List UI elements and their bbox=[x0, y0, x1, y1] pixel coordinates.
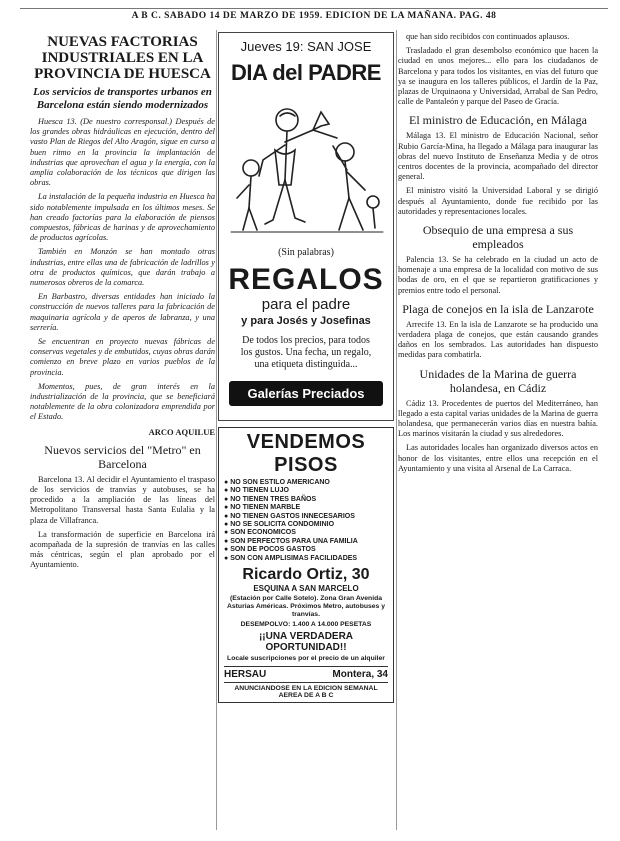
headline-huesca: NUEVAS FACTORIAS INDUSTRIALES EN LA PROVINCIA DE HUESCA bbox=[34, 34, 211, 82]
section-head-obsequio: Obsequio de una empresa a sus empleados bbox=[422, 223, 574, 252]
cartoon-illustration bbox=[225, 90, 387, 245]
pisos-price: DESEMPOLVO: 1.400 A 14.000 PESETAS bbox=[240, 621, 372, 629]
ad-regalos: REGALOS bbox=[228, 263, 384, 296]
pisos-list-item: ● SON PERFECTOS PARA UNA FAMILIA bbox=[224, 538, 388, 546]
header-rule bbox=[20, 4, 608, 9]
article-paragraph: Cádiz 13. Procedentes de puertos del Mediterráneo, han llegado a esta capital varias unidades de la Marina de guerra holandesa, que permanecerán varios días en nuestra bahía. Los marinos visitarán la ciudad y sus alrededores. bbox=[398, 398, 598, 439]
ad-title: DIA del PADRE bbox=[231, 60, 381, 85]
column-rule bbox=[396, 30, 397, 830]
section-head-plaga: Plaga de conejos en la isla de Lanzarote bbox=[402, 301, 594, 316]
pisos-list-item: ● SON DE POCOS GASTOS bbox=[224, 546, 388, 554]
ad-quote: De todos los precios, para todos los gustos. Una fecha, un regalo, una etiqueta distinguida... bbox=[240, 335, 372, 370]
pisos-list-item: ● NO TIENEN TRES BAÑOS bbox=[224, 496, 388, 504]
pisos-corner: ESQUINA A SAN MARCELO bbox=[253, 584, 359, 594]
pisos-list-item: ● SON ECONOMICOS bbox=[224, 529, 388, 537]
ad-date: Jueves 19: SAN JOSE bbox=[240, 39, 372, 54]
section-head-ministro: El ministro de Educación, en Málaga bbox=[409, 113, 587, 128]
article-paragraph: Palencia 13. Se ha celebrado en la ciudad un acto de homenaje a una empresa de la localidad con motivo de sus bodas de oro, en el que se repartieron gratificaciones y premios entre todo el personal. bbox=[398, 255, 598, 295]
pisos-company: HERSAU bbox=[224, 669, 267, 681]
article-paragraph: Trasladado el gran desembolso económico que hacen la ciudad en unos mejores... ello para los ciudadanos de Barcelona y para todos los visitantes, en vías del futuro que ya se inaugura en los talleres públicos, el Jardín de la Paz, plazas de Urquinaona y Universidad, Arrabal de San Pedro, calle de Pantaleón y parque del Paseo de Gracia. bbox=[398, 46, 598, 107]
pisos-list-item: ● NO TIENEN GASTOS INNECESARIOS bbox=[224, 513, 388, 521]
right-column bbox=[398, 32, 598, 832]
section-head-marina: Unidades de la Marina de guerra holandesa, en Cádiz bbox=[419, 366, 577, 395]
article-paragraph: Huesca 13. (De nuestro corresponsal.) Después de los grandes obras hidráulicas en ejecución, dentro del vasto Plan de Riegos del Alto Aragón, sigue en curso a buen ritmo en la provincia la implantación de industrias que aprovechan el agua y la energía, con la amplia colaboración de los técnicos que dirigen las obras. bbox=[30, 117, 215, 188]
article-paragraph: También en Monzón se han montado otras industrias, entre ellas una de fabricación de ladrillos y otra de productos químicos, que darán trabajo a numerosos obreros de la comarca. bbox=[30, 247, 215, 288]
article-paragraph: Las autoridades locales han organizado diversos actos en honor de los visitantes, entre ellos una recepción en el Ayuntamiento y una visita al Arsenal de La Carraca. bbox=[398, 443, 598, 473]
article-paragraph: En Barbastro, diversas entidades han iniciado la construcción de nuevos talleres para la fabricación de maquinaria agrícola y de aperos de labranza, y una serrería. bbox=[30, 292, 215, 332]
pisos-address: Ricardo Ortiz, 30 bbox=[242, 566, 370, 584]
pisos-list-item: ● NO SON ESTILO AMERICANO bbox=[224, 479, 388, 487]
middle-column bbox=[218, 32, 394, 832]
pisos-headline: VENDEMOS PISOS bbox=[246, 431, 366, 476]
pisos-directions: (Estación por Calle Sotelo). Zona Gran Avenida Asturias Américas. Próximos Metro, autobuses y tranvías. bbox=[226, 595, 386, 619]
pisos-opportunity: ¡¡UNA VERDADERA OPORTUNIDAD!! bbox=[258, 631, 354, 654]
article-paragraph: La transformación de superficie en Barcelona irá acompañada de la supresión de tranvías en las calles más céntricas, según el plan aprobado por el Ayuntamiento. bbox=[30, 529, 215, 570]
article-paragraph: La instalación de la pequeña industria en Huesca ha sido notablemente impulsada en los últimos meses. Se han creado factorías para la elaboración de piensos compuestos, fábricas de harinas y de aprovechamiento de productos agrícolas. bbox=[30, 192, 215, 243]
pisos-footer bbox=[224, 666, 388, 680]
pisos-list-item: ● SON CON AMPLISIMAS FACILIDADES bbox=[224, 555, 388, 563]
header-text: A B C. SABADO 14 DE MARZO DE 1959. EDICION DE LA MAÑANA. PAG. 48 bbox=[131, 11, 497, 21]
ad-caption: (Sin palabras) bbox=[278, 247, 334, 258]
article-paragraph: Málaga 13. El ministro de Educación Nacional, señor Rubio García-Mina, ha llegado a Málaga para inaugurar las obras del nuevo Instituto de Enseñanza Media y de otros centros docentes de la provincia, acompañado del director general. bbox=[398, 131, 598, 182]
column-rule bbox=[216, 30, 217, 830]
ad-vendemos-pisos bbox=[218, 427, 394, 703]
ad-galerias-logo: Galerías Preciados bbox=[229, 381, 383, 406]
ad-para-padre: para el padre bbox=[261, 296, 351, 313]
page-header bbox=[20, 4, 608, 26]
pisos-office: Montera, 34 bbox=[332, 669, 388, 681]
article-paragraph: Se encuentran en proyecto nuevas fábricas de conservas vegetales y de embutidos, cuyas obras darán comienzo en breve plazo en varios pueblos de la provincia. bbox=[30, 337, 215, 377]
pisos-list bbox=[224, 479, 388, 563]
article-signature: ARCO AQUILUE bbox=[148, 426, 215, 437]
article-paragraph: que han sido recibidos con continuados aplausos. bbox=[406, 32, 570, 41]
pisos-list-item: ● NO TIENEN LUJO bbox=[224, 487, 388, 495]
ad-josefinas: y para Josés y Josefinas bbox=[241, 315, 371, 327]
ad-dia-del-padre bbox=[218, 32, 394, 421]
pisos-list-item: ● NO SE SOLICITA CONDOMINIO bbox=[224, 521, 388, 529]
article-paragraph: Barcelona 13. Al decidir el Ayuntamiento el traspaso de los servicios de tranvías y autobuses, se ha procedido a la ampliación de las líneas del Metropolitano Transversal hasta Santa Eulalia y la plaza de Villafranca. bbox=[30, 474, 215, 525]
article-paragraph: Arrecife 13. En la isla de Lanzarote se ha producido una verdadera plaga de conejos, que están causando grandes daños en los sembrados. Las autoridades han dispuesto medidas para combatirla. bbox=[398, 319, 598, 360]
section-head-metro: Nuevos servicios del "Metro" en Barcelona bbox=[44, 442, 201, 471]
pisos-list-item: ● NO TIENEN MARBLE bbox=[224, 504, 388, 512]
pisos-anunciese: ANUNCIANDOSE EN LA EDICION SEMANAL AEREA DE A B C bbox=[224, 682, 388, 699]
article-paragraph: El ministro visitó la Universidad Laboral y se dirigió después al Ayuntamiento, donde fue recibido por las autoridades y representaciones locales. bbox=[398, 186, 598, 216]
subhead-barcelona: Los servicios de transportes urbanos en Barcelona están siendo modernizados bbox=[33, 86, 212, 111]
article-paragraph: Momentos, pues, de gran interés en la industrialización de la provincia, que se beneficiará notablemente de la obra colonizadora emprendida por el Estado. bbox=[30, 381, 215, 422]
pisos-contact: Locale suscripciones por el precio de un alquiler bbox=[227, 655, 385, 663]
left-column bbox=[30, 32, 215, 832]
cartoon-drawing-icon bbox=[225, 90, 389, 245]
